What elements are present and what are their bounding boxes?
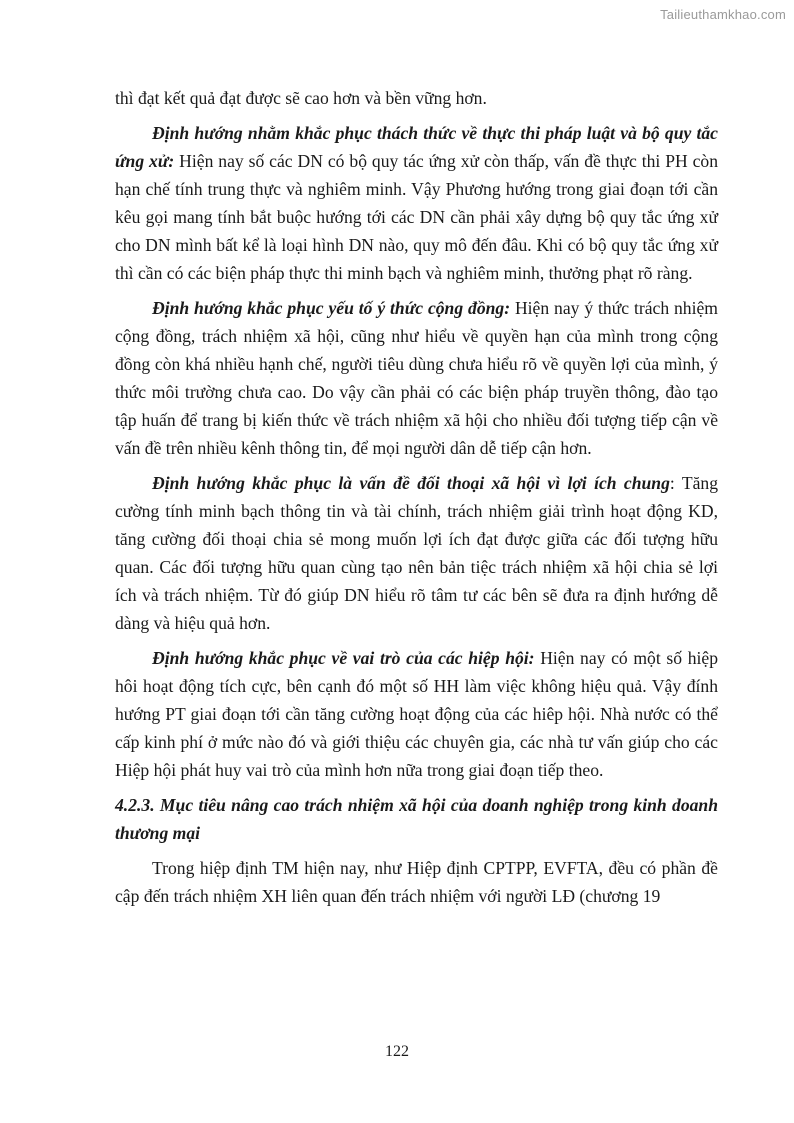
- page-number: 122: [385, 1043, 409, 1060]
- paragraph-lead: Định hướng khắc phục về vai trò của các hiệp hội:: [152, 648, 535, 668]
- paragraph-text: : Tăng cường tính minh bạch thông tin và tài chính, trách nhiệm giải trình hoạt động KD, tăng cường đối thoại chia sẻ mong muốn lợi ích đạt được giữa các đối tượng hữu quan. Các đối tượng hữu quan cùng tạo nên bản tiệc trách nhiệm xã hội chia sẻ lợi ích và trách nhiệm. Từ đó giúp DN hiểu rõ tâm tư các bên sẽ đưa ra định hướng dễ dàng và hiệu quả hơn.: [115, 473, 718, 633]
- section-heading: 4.2.3. Mục tiêu nâng cao trách nhiệm xã hội của doanh nghiệp trong kinh doanh thương mại: [115, 795, 718, 843]
- paragraph-lead: Định hướng khắc phục yếu tố ý thức cộng đồng:: [152, 298, 511, 318]
- paragraph-text: Hiện nay ý thức trách nhiệm cộng đồng, trách nhiệm xã hội, cũng như hiểu về quyền hạn của mình trong cộng đồng còn khá nhiều hạnh chế, người tiêu dùng chưa hiểu rõ về quyền lợi của mình, ý thức môi trường chưa cao. Do vậy cần phải có các biện pháp truyền thông, đào tạo tập huấn để trang bị kiến thức về trách nhiệm xã hội cho nhiều đối tượng tiếp cận về vấn đề trên nhiều kênh thông tin, để mọi người dân dễ tiếp cận hơn.: [115, 298, 718, 458]
- paragraph-text: Hiện nay có một số hiệp hôi hoạt động tích cực, bên cạnh đó một số HH làm việc không hiệu quả. Vậy đính hướng PT giai đoạn tới cần tăng cường hoạt động của các hiêp hội. Nhà nước có thể cấp kinh phí ở mức nào đó và giới thiệu các chuyên gia, các nhà tư vấn giúp cho các Hiệp hội phát huy vai trò của mình hơn nữa trong giai đoạn tiếp theo.: [115, 648, 718, 780]
- paragraph-continuation: [115, 84, 718, 112]
- watermark: Tailieuthamkhao.com: [660, 7, 786, 22]
- paragraph-text: thì đạt kết quả đạt được sẽ cao hơn và bền vững hơn.: [115, 88, 487, 108]
- paragraph-associations: [115, 644, 718, 784]
- paragraph-social-dialogue: [115, 469, 718, 637]
- paragraph-law-enforcement: [115, 119, 718, 287]
- paragraph-text: Hiện nay số các DN có bộ quy tác ứng xử còn thấp, vấn đề thực thi PH còn hạn chế tính trung thực và nghiêm minh. Vậy Phương hướng trong giai đoạn tới cần kêu gọi mang tính bắt buộc hướng tới các DN cần phải xây dựng bộ quy tắc ứng xử cho DN mình bất kể là loại hình DN nào, quy mô đến đâu. Khi có bộ quy tắc ứng xử thì cần có các biện pháp thực thi minh bạch và nghiêm minh, thưởng phạt rõ ràng.: [115, 151, 719, 283]
- paragraph-text: Trong hiệp định TM hiện nay, như Hiệp định CPTPP, EVFTA, đều có phần đề cập đến trách nhiệm XH liên quan đến trách nhiệm với người LĐ (chương 19: [115, 858, 718, 906]
- document-body: [115, 84, 718, 917]
- paragraph-trade-agreements: [115, 854, 718, 910]
- paragraph-community-awareness: [115, 294, 718, 462]
- paragraph-lead: Định hướng khắc phục là vấn đề đối thoại xã hội vì lợi ích chung: [152, 473, 670, 493]
- paragraph-lead: Định hướng nhằm khắc phục thách thức về thực thi pháp luật và bộ quy tắc ứng xử:: [115, 123, 718, 171]
